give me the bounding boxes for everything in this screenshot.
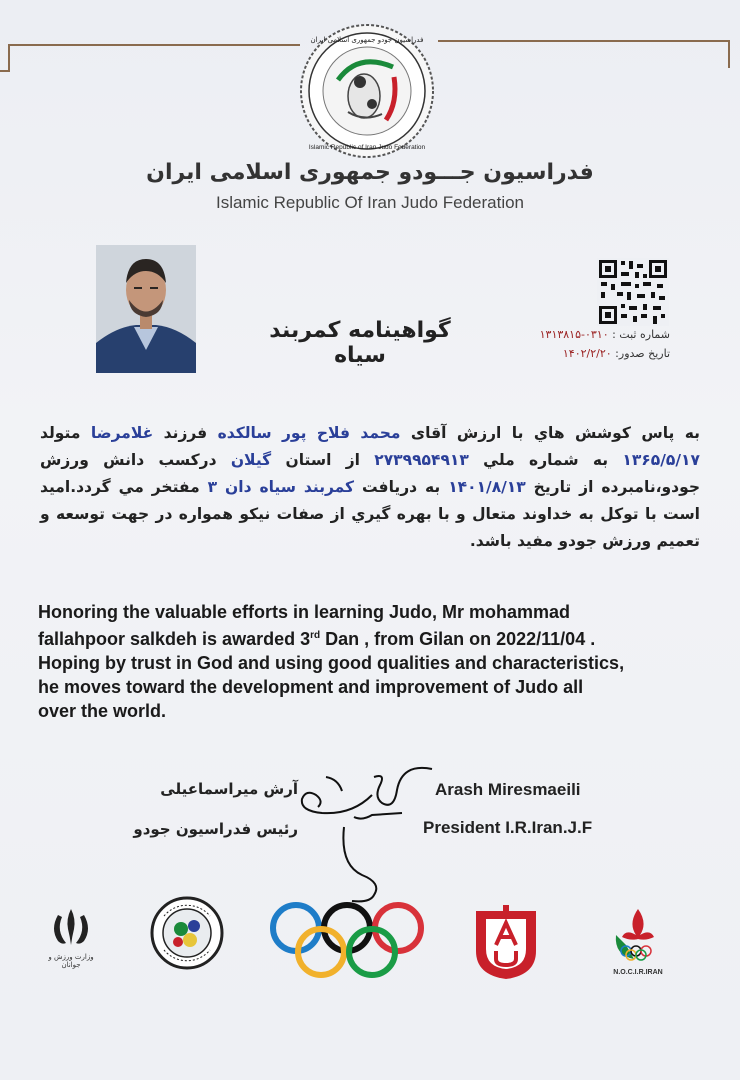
noc-caption: N.O.C.I.R.IRAN	[613, 969, 663, 976]
registration-number-value: ۰۳۱۰-۱۳۱۳۸۱۵	[539, 328, 609, 341]
ministry-logo	[40, 905, 102, 967]
en-line-5: over the world.	[38, 701, 167, 721]
frame-line-left-bottom	[0, 70, 10, 72]
certificate-title: گواهینامه کمربند سیاه	[269, 318, 451, 368]
fa-father-name: غلامرضا	[90, 424, 154, 442]
en-line-2a: fallahpoor salkdeh is awarded 3	[38, 629, 311, 649]
signatory-role-en: President I.R.Iran.J.F	[423, 818, 593, 837]
issue-date-value: ۱۴۰۲/۲/۲۰	[562, 347, 612, 360]
noc-iran-logo	[606, 905, 670, 985]
handwritten-signature	[282, 755, 442, 905]
ijf-logo	[150, 896, 224, 970]
federation-name-en: Islamic Republic Of Iran Judo Federation	[215, 193, 525, 212]
fa-text-1: به پاس کوشش هاي با ارزش آقای	[410, 424, 700, 442]
registration-number	[520, 325, 670, 344]
holder-photo	[96, 245, 196, 373]
signatory-name-en: Arash Miresmaeili	[435, 780, 581, 799]
fa-birth-date: ۱۳۶۵/۵/۱۷	[622, 451, 700, 469]
frame-line-left-drop	[8, 44, 10, 72]
olympic-rings-logo	[268, 900, 426, 980]
fa-text-6: درکسب دانش ورزش جودو،نامبرده از تاریخ	[40, 451, 700, 496]
fa-text-5: از استان	[285, 451, 360, 469]
en-line-2	[38, 624, 718, 651]
signatory-name-fa: آرش میراسماعیلی	[160, 780, 298, 798]
ministry-caption: وزارت ورزش و جوانان	[48, 953, 94, 969]
au-logo	[472, 905, 540, 981]
fa-national-id: ۲۷۳۹۹۵۴۹۱۳	[374, 451, 469, 469]
svg-text:Islamic Republic of Iran Judo: Islamic Republic of Iran Judo Federation	[308, 144, 426, 151]
fa-text-8: مفتخر مي گردد.امید است با توکل به خداوند متعال و با بهره گيري از صفات نیکو همواره در جهت توسعه و تعمیم ورزش جودو مفید باشد.	[40, 478, 700, 550]
svg-text:فدراسیون جودو جمهوری اسلامی ای: فدراسیون جودو جمهوری اسلامی ایران	[310, 36, 424, 44]
fa-award-date: ۱۴۰۱/۸/۱۳	[448, 478, 526, 496]
fa-text-4: به شماره ملي	[483, 451, 609, 469]
fa-text-2: فرزند	[163, 424, 208, 442]
federation-name-fa: فدراسیون جـــودو جمهوری اسلامی ایران	[146, 160, 594, 185]
en-line-1: Honoring the valuable efforts in learning Judo, Mr mohammad	[38, 602, 571, 622]
en-line-4: he moves toward the development and improvement of Judo all	[38, 677, 584, 697]
en-line-2b: Dan , from Gilan on 2022/11/04 .	[320, 629, 596, 649]
issue-date	[520, 344, 670, 363]
frame-line-right-drop	[728, 40, 730, 68]
issue-date-label: تاریخ صدور:	[615, 347, 670, 360]
fa-belt-rank: کمربند سیاه دان ۳	[207, 478, 355, 496]
qr-code	[597, 258, 669, 326]
english-body-text	[38, 600, 718, 723]
frame-line-right-top	[438, 40, 730, 42]
fa-province: گیلان	[230, 451, 272, 469]
en-line-3: Hoping by trust in God and using good qualities and characteristics,	[38, 653, 625, 673]
fa-text-3: متولد	[40, 424, 81, 442]
fa-text-7: به دریافت	[362, 478, 441, 496]
registration-number-label: شماره ثبت :	[612, 328, 670, 341]
en-line-2-sup: rd	[310, 630, 321, 641]
federation-logo	[298, 22, 436, 160]
persian-body-text	[40, 420, 700, 555]
registration-info	[520, 325, 670, 363]
frame-line-left-top	[8, 44, 300, 46]
signatory-role-fa: رئیس فدراسیون جودو	[133, 820, 298, 838]
fa-holder-name: محمد فلاح پور سالکده	[217, 424, 401, 442]
